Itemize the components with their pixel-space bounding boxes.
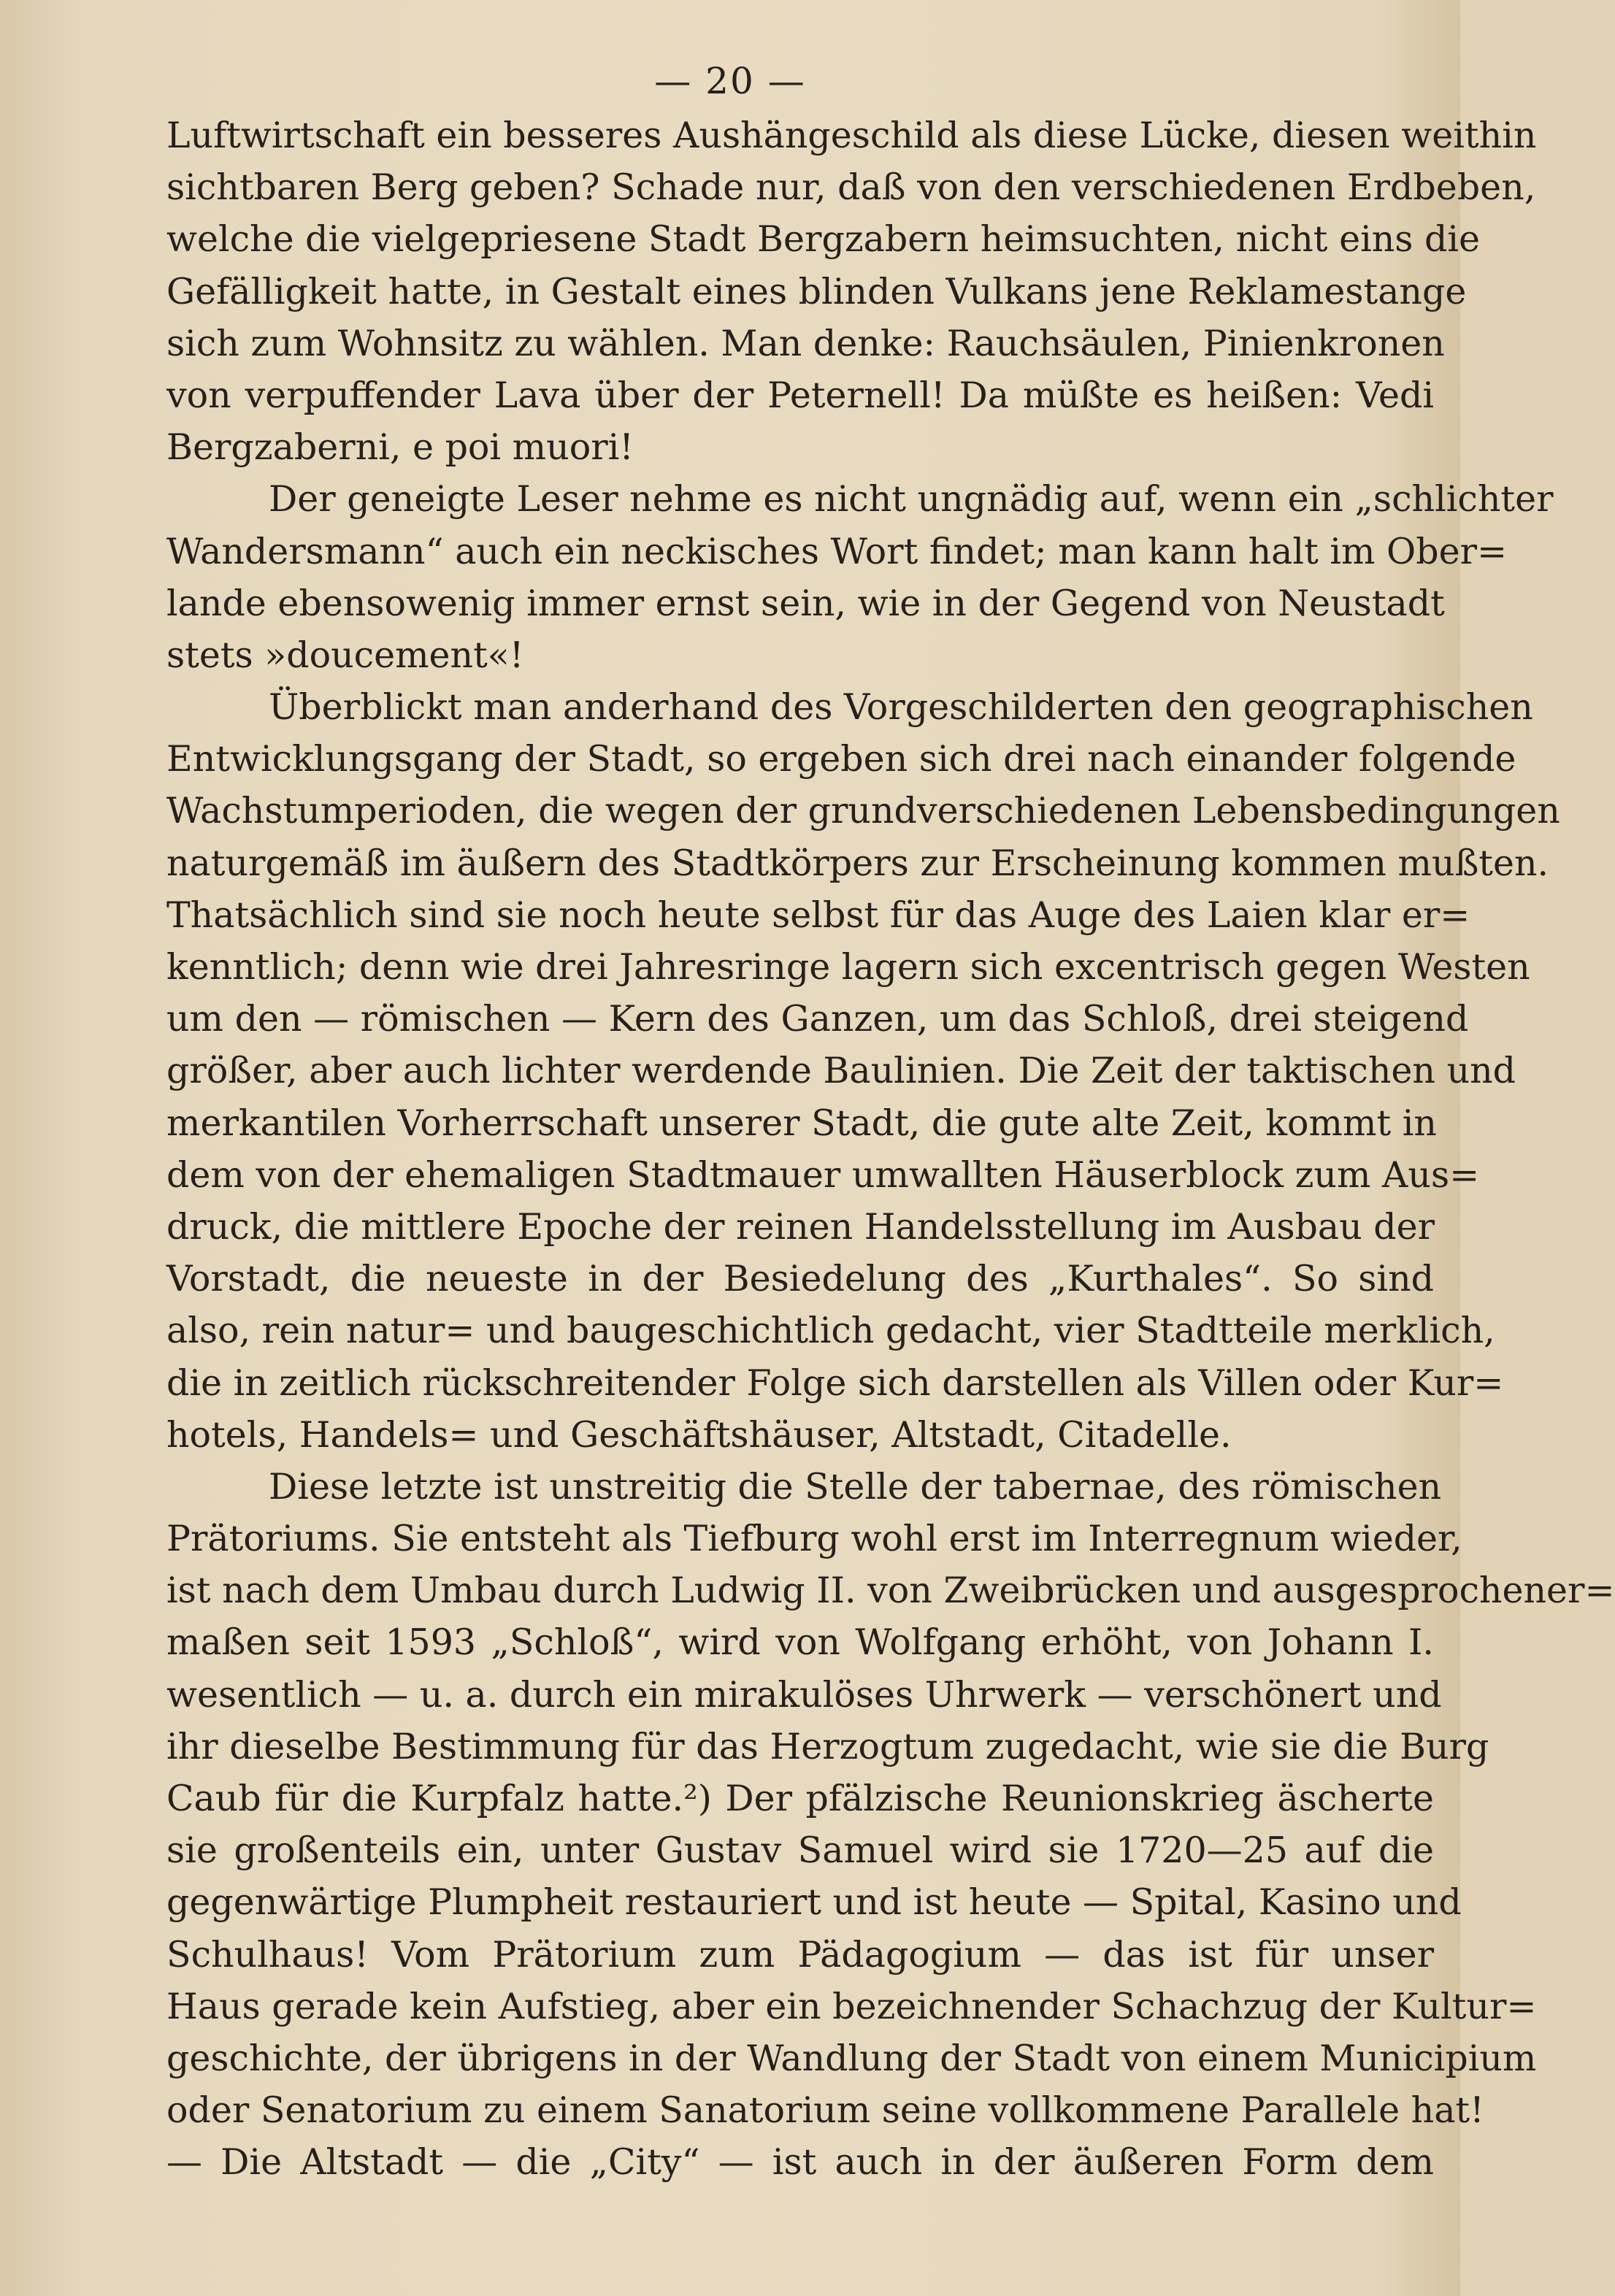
text-line: Prätoriums. Sie entsteht als Tiefburg wohl erst im Interregnum wieder,: [166, 1518, 1462, 1560]
text-line: sie großenteils ein, unter Gustav Samuel wird sie 1720—25 auf die: [166, 1829, 1434, 1872]
text-line: druck, die mittlere Epoche der reinen Handelsstellung im Ausbau der: [166, 1205, 1435, 1248]
text-line: geschichte, der übrigens in der Wandlung der Stadt von einem Municipium: [166, 2037, 1537, 2079]
text-line: von verpuffender Lava über der Peternell! Da müßte es heißen: Vedi: [166, 374, 1434, 416]
text-line: ihr dieselbe Bestimmung für das Herzogtum zugedacht, wie sie die Burg: [166, 1725, 1489, 1767]
text-line: ist nach dem Umbau durch Ludwig II. von Zweibrücken und ausgesprochener=: [166, 1570, 1615, 1612]
text-line: Diese letzte ist unstreitig die Stelle der tabernae, des römischen: [269, 1465, 1442, 1508]
text-line: — Die Altstadt — die „City“ — ist auch in der äußeren Form dem: [166, 2141, 1434, 2184]
text-line: gegenwärtige Plumpheit restauriert und ist heute — Spital, Kasino und: [166, 1881, 1462, 1924]
text-line: Thatsächlich sind sie noch heute selbst für das Auge des Laien klar er=: [166, 894, 1470, 936]
text-line: Entwicklungsgang der Stadt, so ergeben sich drei nach einander folgende: [166, 738, 1516, 780]
text-line: hotels, Handels= und Geschäftshäuser, Altstadt, Citadelle.: [166, 1413, 1232, 1456]
text-line: sich zum Wohnsitz zu wählen. Man denke: Rauchsäulen, Pinienkronen: [166, 322, 1445, 364]
text-line: merkantilen Vorherrschaft unserer Stadt, die gute alte Zeit, kommt in: [166, 1102, 1437, 1144]
text-line: lande ebensowenig immer ernst sein, wie in der Gegend von Neustadt: [166, 582, 1445, 624]
text-line: welche die vielgepriesene Stadt Bergzabern heimsuchten, nicht eins die: [166, 218, 1481, 261]
page-number: — 20 —: [654, 60, 806, 102]
text-line: dem von der ehemaligen Stadtmauer umwallten Häuserblock zum Aus=: [166, 1153, 1480, 1196]
text-line: Luftwirtschaft ein besseres Aushängeschild als diese Lücke, diesen weithin: [166, 115, 1537, 156]
text-line: Caub für die Kurpfalz hatte.²) Der pfälzische Reunionskrieg äscherte: [166, 1778, 1434, 1819]
text-line: die in zeitlich rückschreitender Folge sich darstellen als Villen oder Kur=: [166, 1362, 1504, 1404]
text-line: größer, aber auch lichter werdende Baulinien. Die Zeit der taktischen und: [166, 1050, 1516, 1092]
text-line: Bergzaberni, e poi muori!: [166, 426, 634, 469]
text-line: wesentlich — u. a. durch ein mirakulöses Uhrwerk — verschönert und: [166, 1673, 1442, 1716]
text-line: stets »doucement«!: [166, 634, 524, 676]
text-line: um den — römischen — Kern des Ganzen, um das Schloß, drei steigend: [166, 998, 1469, 1040]
text-line: Der geneigte Leser nehme es nicht ungnädig auf, wenn ein „schlichter: [269, 478, 1554, 521]
text-line: Überblickt man anderhand des Vorgeschilderten den geographischen: [269, 686, 1533, 729]
text-line: sichtbaren Berg geben? Schade nur, daß von den verschiedenen Erdbeben,: [166, 166, 1536, 209]
text-line: Vorstadt, die neueste in der Besiedelung des „Kurthales“. So sind: [166, 1258, 1434, 1300]
text-line: also, rein natur= und baugeschichtlich gedacht, vier Stadtteile merklich,: [166, 1310, 1495, 1352]
text-line: maßen seit 1593 „Schloß“, wird von Wolfgang erhöht, von Johann I.: [166, 1621, 1434, 1664]
text-line: oder Senatorium zu einem Sanatorium seine vollkommene Parallele hat!: [166, 2089, 1484, 2132]
text-line: Haus gerade kein Aufstieg, aber ein bezeichnender Schachzug der Kultur=: [166, 1985, 1537, 2027]
text-line: Gefälligkeit hatte, in Gestalt eines blinden Vulkans jene Reklamestange: [166, 270, 1467, 312]
text-line: kenntlich; denn wie drei Jahresringe lagern sich excentrisch gegen Westen: [166, 946, 1530, 988]
text-line: naturgemäß im äußern des Stadtkörpers zur Erscheinung kommen mußten.: [166, 842, 1549, 884]
text-line: Wandersmann“ auch ein neckisches Wort findet; man kann halt im Ober=: [166, 530, 1508, 572]
text-line: Schulhaus! Vom Prätorium zum Pädagogium — das ist für unser: [166, 1933, 1434, 1976]
text-line: Wachstumperioden, die wegen der grundverschiedenen Lebensbedingungen: [166, 790, 1560, 832]
body-text: [166, 110, 1615, 2189]
